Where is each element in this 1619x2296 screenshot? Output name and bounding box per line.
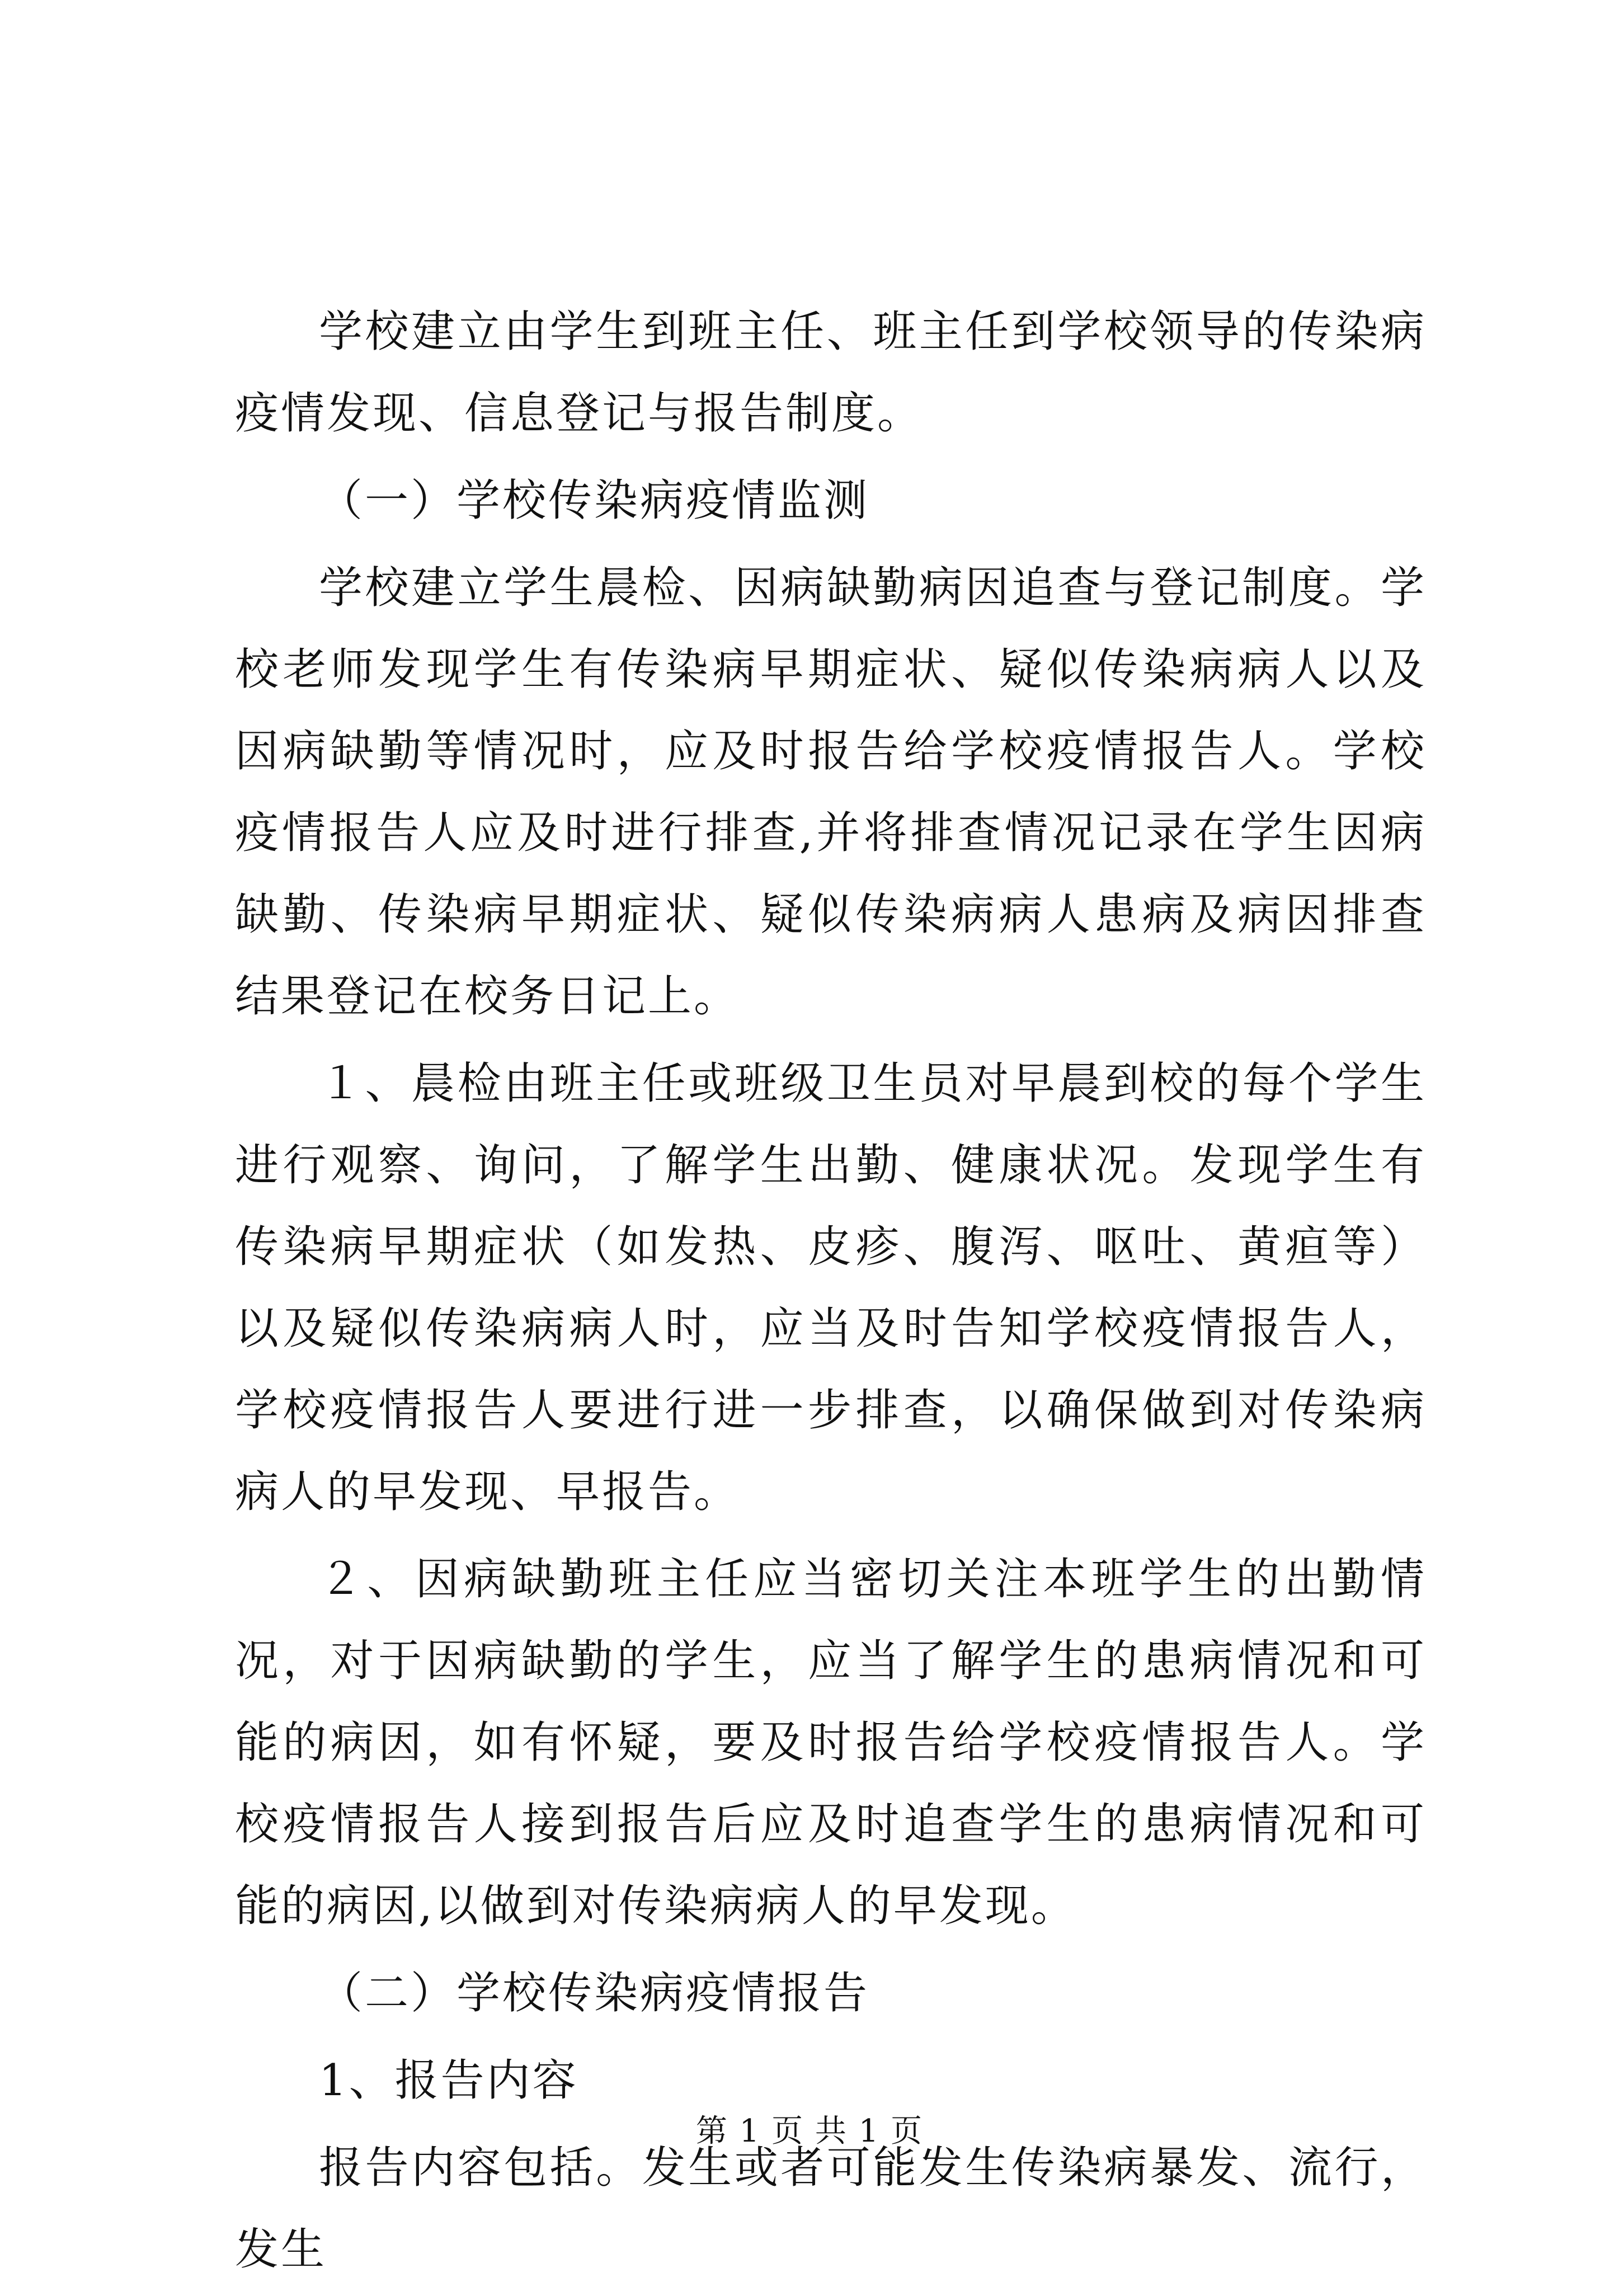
subheading-report-content: 1、报告内容 — [319, 2055, 578, 2106]
page-footer: 第 1 页 共 1 页 — [695, 2113, 924, 2149]
paragraph-morning-check: １、晨检由班主任或班级卫生员对早晨到校的每个学生进行观察、询问，了解学生出勤、健康状况。发现学生有传染病早期症状（如发热、皮疹、腹泻、呕吐、黄疸等）以及疑似传染病病人时，应当及时告知学校疫情报告人，学校疫情报告人要进行进一步排查，以确保做到对传染病病人的早发现、早报告。 — [235, 1058, 1427, 1517]
section-heading-reporting: （二）学校传染病疫情报告 — [319, 1968, 870, 2019]
document-body — [235, 291, 1427, 2296]
paragraph-monitoring: 学校建立学生晨检、因病缺勤病因追查与登记制度。学校老师发现学生有传染病早期症状、疑似传染病病人以及因病缺勤等情况时，应及时报告给学校疫情报告人。学校疫情报告人应及时进行排查,并将排查情况记录在学生因病缺勤、传染病早期症状、疑似传染病病人患病及病因排查结果登记在校务日记上。 — [235, 563, 1427, 1022]
paragraph-intro: 学校建立由学生到班主任、班主任到学校领导的传染病疫情发现、信息登记与报告制度。 — [235, 307, 1427, 439]
paragraph-sick-absence: ２、因病缺勤班主任应当密切关注本班学生的出勤情况，对于因病缺勤的学生，应当了解学生的患病情况和可能的病因，如有怀疑，要及时报告给学校疫情报告人。学校疫情报告人接到报告后应及时追查学生的患病情况和可能的病因,以做到对传染病病人的早发现。 — [235, 1554, 1427, 1931]
section-heading-monitoring: （一）学校传染病疫情监测 — [319, 476, 870, 526]
paragraph-report-content: 报告内容包括。发生或者可能发生传染病暴发、流行，发生 — [235, 2143, 1427, 2275]
